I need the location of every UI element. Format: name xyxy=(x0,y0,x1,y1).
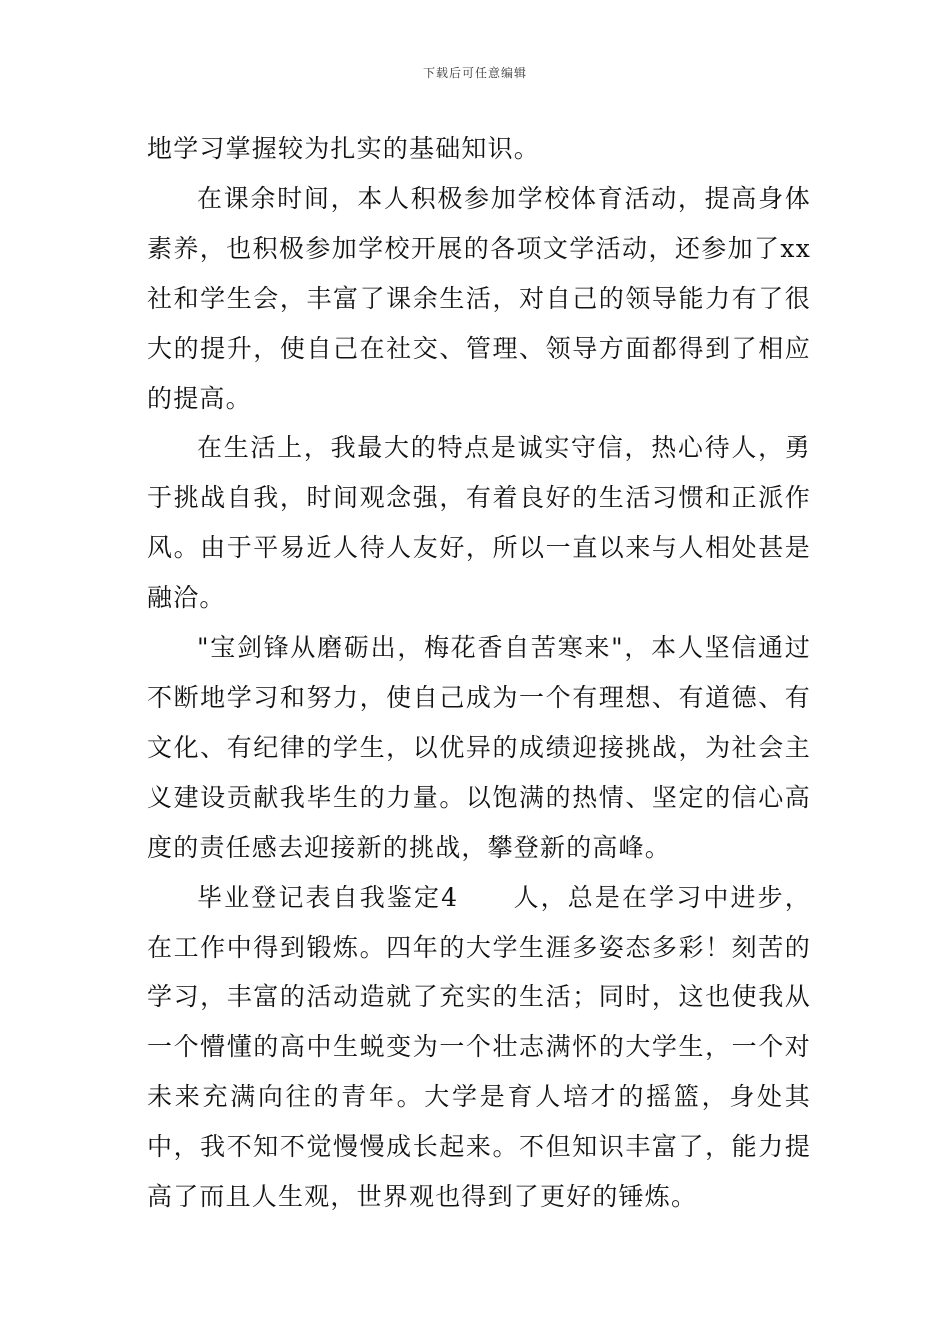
paragraph-2: 在课余时间，本人积极参加学校体育活动，提高身体素养，也积极参加学校开展的各项文学活动，还参加了xx社和学生会，丰富了课余生活，对自己的领导能力有了很大的提升，使自己在社交、管理、领导方面都得到了相应的提高。 xyxy=(147,183,811,413)
paragraph-1: 地学习掌握较为扎实的基础知识。 xyxy=(147,134,541,163)
document-body xyxy=(147,124,811,1222)
paragraph-4: "宝剑锋从磨砺出，梅花香自苦寒来"，本人坚信通过不断地学习和努力，使自己成为一个有理想、有道德、有文化、有纪律的学生，以优异的成绩迎接挑战，为社会主义建设贡献我毕生的力量。以饱满的热情、坚定的信心高度的责任感去迎接新的挑战，攀登新的高峰。 xyxy=(147,633,811,862)
page-header: 下载后可任意编辑 xyxy=(422,66,527,80)
paragraph-5: 毕业登记表自我鉴定4 人，总是在学习中进步，在工作中得到锻炼。四年的大学生涯多姿态多彩！刻苦的学习，丰富的活动造就了充实的生活；同时，这也使我从一个懵懂的高中生蜕变为一个壮志满怀的大学生，一个对未来充满向往的青年。大学是育人培才的摇篮，身处其中，我不知不觉慢慢成长起来。不但知识丰富了，能力提高了而且人生观，世界观也得到了更好的锤炼。 xyxy=(147,882,811,1212)
paragraph-3: 在生活上，我最大的特点是诚实守信，热心待人，勇于挑战自我，时间观念强，有着良好的生活习惯和正派作风。由于平易近人待人友好，所以一直以来与人相处甚是融洽。 xyxy=(147,433,811,613)
